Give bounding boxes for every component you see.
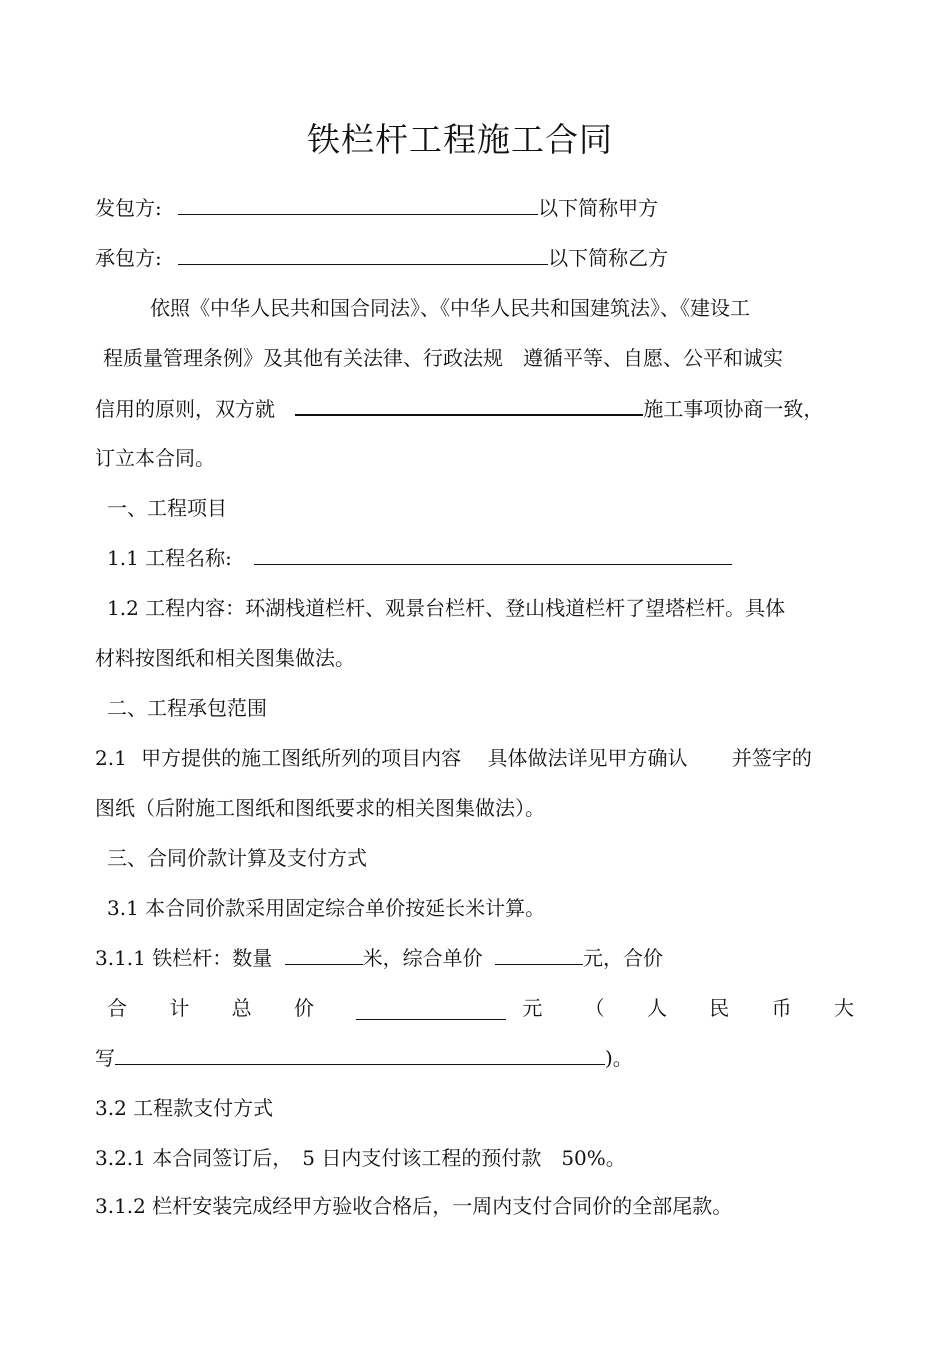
- project-name-blank[interactable]: [254, 546, 732, 565]
- item-2-1-number: 2.1: [95, 746, 127, 770]
- item-1-2-line-2: 材料按图纸和相关图集做法。: [95, 646, 355, 670]
- item-2-1-line-2: 图纸（后附施工图纸和图纸要求的相关图集做法）。: [95, 796, 545, 820]
- intro-line-3: [95, 396, 823, 421]
- party-b-suffix: 以下简称乙方: [548, 246, 669, 270]
- intro-line-3-prefix: 信用的原则，双方就: [95, 397, 275, 421]
- item-1-1-label: 1.1 工程名称:: [107, 546, 232, 570]
- item-3-1-1-part-a: 3.1.1 铁栏杆：数量: [95, 946, 273, 970]
- intro-line-3-suffix: 施工事项协商一致，: [643, 397, 824, 421]
- item-3-1-1: [95, 946, 663, 970]
- item-1-2-line-1: 1.2 工程内容：环湖栈道栏杆、观景台栏杆、登山栈道栏杆了望塔栏杆。具体: [107, 596, 786, 620]
- total-yuan: 元: [522, 996, 543, 1020]
- total-price-blank[interactable]: [356, 1001, 506, 1020]
- write-prefix: 写: [95, 1046, 115, 1070]
- party-b-label: 承包方:: [95, 246, 162, 270]
- total-paren-char-3: 民: [709, 996, 730, 1020]
- item-3-1-1-part-b: 米，综合单价: [362, 946, 483, 970]
- total-paren-char-1: （: [584, 996, 605, 1020]
- write-suffix: )。: [605, 1046, 633, 1070]
- total-char-4: 价: [293, 996, 314, 1020]
- total-char-3: 总: [231, 996, 252, 1020]
- intro-line-4: 订立本合同。: [95, 446, 215, 470]
- item-3-1-2: 3.1.2 栏杆安装完成经甲方验收合格后，一周内支付合同价的全部尾款。: [95, 1194, 733, 1218]
- item-3-2: 3.2 工程款支付方式: [95, 1096, 274, 1120]
- total-price-line: [107, 996, 854, 1020]
- total-char-2: 计: [169, 996, 190, 1020]
- unit-price-blank[interactable]: [495, 946, 583, 965]
- item-1-1: [107, 546, 732, 570]
- party-a-line: [95, 196, 658, 220]
- item-3-2-1: 3.2.1 本合同签订后， 5 日内支付该工程的预付款 50%。: [95, 1146, 626, 1170]
- party-b-line: [95, 246, 668, 270]
- amount-in-words-line: [95, 1046, 633, 1070]
- intro-line-2: 程质量管理条例》及其他有关法律、行政法规 遵循平等、自愿、公平和诚实: [103, 346, 783, 370]
- item-2-1-part-b: 具体做法详见甲方确认: [487, 746, 688, 770]
- party-a-blank[interactable]: [178, 196, 538, 215]
- quantity-blank[interactable]: [285, 946, 363, 965]
- item-2-1-part-c: 并签字的: [731, 746, 812, 770]
- section-3-heading: 三、合同价款计算及支付方式: [107, 846, 367, 870]
- intro-line-1: 依照《中华人民共和国合同法》、《中华人民共和国建筑法》、《建设工: [150, 296, 750, 320]
- party-a-suffix: 以下简称甲方: [538, 196, 659, 220]
- item-3-1-1-part-c: 元，合价: [582, 946, 663, 970]
- project-blank[interactable]: [295, 396, 643, 416]
- item-2-1-part-a: 甲方提供的施工图纸所列的项目内容: [141, 746, 462, 770]
- section-1-heading: 一、工程项目: [107, 496, 227, 520]
- total-char-1: 合: [107, 996, 127, 1020]
- item-2-1-line-1: [95, 746, 812, 770]
- document-title: 铁栏杆工程施工合同: [307, 120, 613, 159]
- amount-in-words-blank[interactable]: [115, 1046, 605, 1065]
- party-a-label: 发包方:: [95, 196, 162, 220]
- section-2-heading: 二、工程承包范围: [107, 696, 267, 720]
- total-paren-char-2: 人: [646, 996, 667, 1020]
- item-3-1: 3.1 本合同价款采用固定综合单价按延长米计算。: [107, 896, 546, 920]
- total-paren-char-4: 币: [771, 996, 792, 1020]
- party-b-blank[interactable]: [178, 246, 548, 265]
- total-paren-char-5: 大: [833, 996, 854, 1020]
